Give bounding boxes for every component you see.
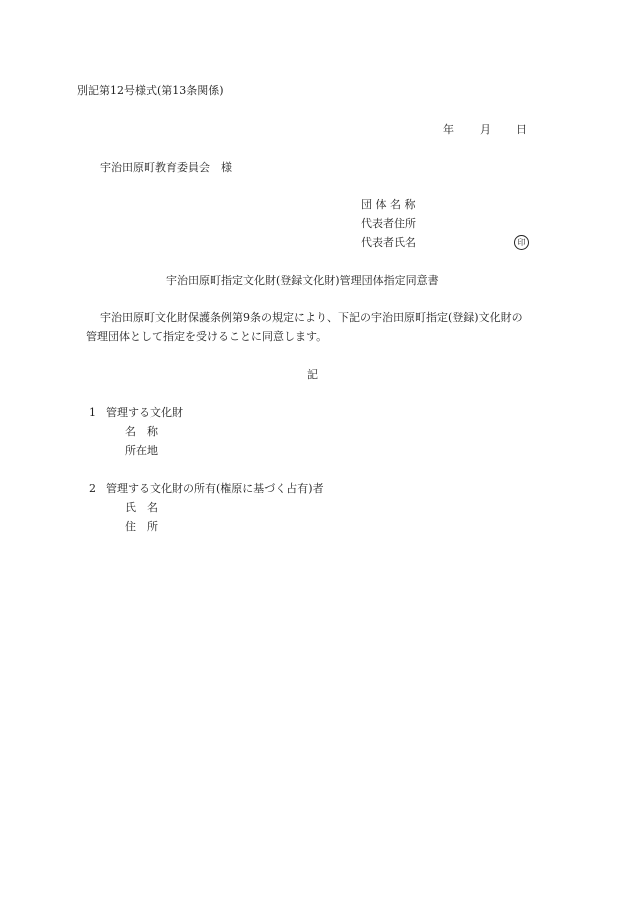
seal-mark: 印	[514, 235, 529, 250]
rep-address-label: 代表者住所	[361, 217, 416, 230]
ki-heading: 記	[307, 368, 318, 381]
section2-field-address: 住 所	[125, 520, 158, 533]
section1-field-location: 所在地	[125, 444, 158, 457]
date-month: 月	[480, 123, 491, 136]
section2-heading: 管理する文化財の所有(権原に基づく占有)者	[106, 482, 324, 495]
section1-field-name: 名 称	[125, 425, 158, 438]
form-label: 別記第12号様式(第13条関係)	[77, 84, 224, 97]
addressee: 宇治田原町教育委員会 様	[100, 161, 232, 174]
section2-field-name: 氏 名	[125, 501, 158, 514]
body-text-line1: 宇治田原町文化財保護条例第9条の規定により、下記の宇治田原町指定(登録)文化財の	[100, 311, 523, 324]
section2-number: 2	[89, 482, 96, 495]
section1-heading: 管理する文化財	[106, 406, 183, 419]
group-name-label: 団 体 名 称	[361, 198, 416, 211]
rep-name-label: 代表者氏名	[361, 236, 416, 249]
document-title: 宇治田原町指定文化財(登録文化財)管理団体指定同意書	[166, 274, 439, 287]
body-text-line2: 管理団体として指定を受けることに同意します。	[86, 330, 328, 343]
date-year: 年	[443, 123, 454, 136]
date-day: 日	[516, 123, 527, 136]
section1-number: 1	[89, 406, 96, 419]
